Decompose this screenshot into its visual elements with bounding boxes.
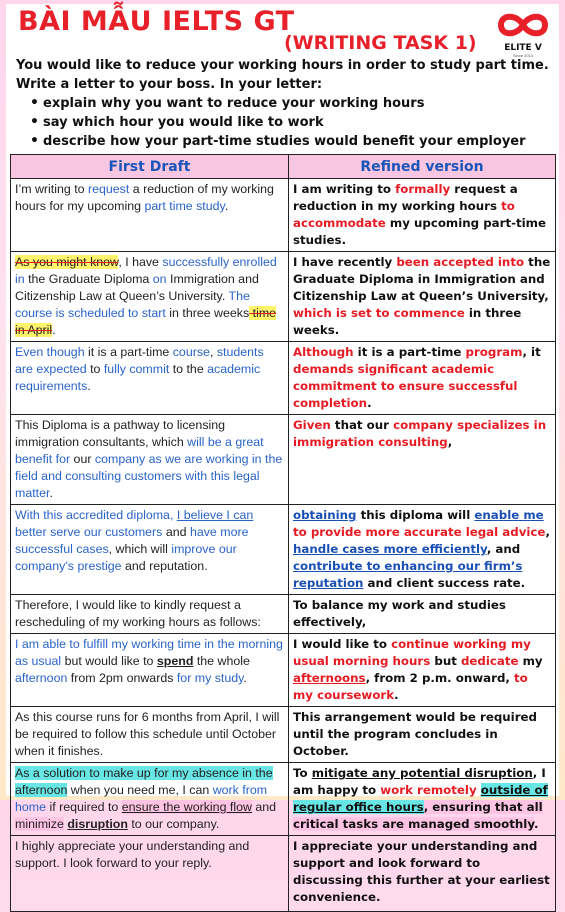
table-row [11,252,556,342]
text-segment: I believe I can [176,508,254,522]
text-segment: To [293,766,312,780]
text-segment: As this course runs for 6 months from April, I will be required to follow this schedule until October when it finishes. [15,710,280,758]
comparison-table [10,154,556,912]
text-segment: which is set to commence [293,306,465,320]
text-segment: request a reduction in my working hours [293,182,518,213]
prompt-bullet: • say which hour you would like to work [30,113,551,132]
text-segment: . [224,199,229,213]
text-segment: . [394,688,399,702]
text-segment: afternoons [293,671,366,685]
text-segment: and [251,800,277,814]
text-segment: Given [293,418,331,432]
text-segment: students are expected [15,345,264,376]
text-segment: time in April [15,306,277,337]
text-segment: to my coursework [293,671,528,702]
text-segment: , which will [108,542,172,556]
text-segment: to the [169,362,208,376]
text-segment: I highly appreciate your understanding and support. I look forward to your reply. [15,839,250,870]
prompt-bullets [30,94,551,151]
text-segment: but would like to [61,654,157,668]
text-segment: I have recently [293,255,397,269]
text-segment: I would like to [293,637,392,651]
text-segment: work remotely [380,783,477,797]
text-segment: course [172,345,210,359]
brand-logo [493,10,553,60]
table-row [11,342,556,415]
text-segment: and client success rate. [363,576,526,590]
text-segment: continue working my usual morning hours [293,637,531,668]
text-segment: academic requirements [15,362,261,393]
text-segment: Immigration and Citizenship Law at Queen’s University. [15,272,259,303]
refined-version-cell [289,505,556,595]
page-sheet [6,4,559,904]
first-draft-cell [11,415,289,505]
table-row [11,763,556,836]
text-segment: , and [486,542,521,556]
text-segment: from 2pm onwards [67,671,177,685]
text-segment: it is a part-time [84,345,173,359]
table-row [11,505,556,595]
first-draft-cell [11,836,289,912]
text-segment: in three weeks [165,306,250,320]
table-header-row [11,155,556,179]
text-segment: Although [293,345,354,359]
refined-version-cell [289,415,556,505]
text-segment: my [518,654,543,668]
column-header-refined-version: Refined version [289,155,556,179]
first-draft-cell [11,505,289,595]
column-header-first-draft: First Draft [11,155,289,179]
text-segment: program [465,345,523,359]
text-segment: fully commit [103,362,170,376]
first-draft-cell [11,252,289,342]
brand-name: ELITE V [504,43,542,53]
text-segment: outside of regular office hours [293,783,548,814]
text-segment: dedicate [460,654,519,668]
text-segment: when you need me, I can [67,783,213,797]
refined-version-cell [289,179,556,252]
text-segment: . [52,323,56,337]
first-draft-cell [11,595,289,634]
first-draft-cell [11,707,289,763]
text-segment: . [243,671,247,685]
text-segment: As a solution to make up for my absence in the afternoon [15,766,273,797]
text-segment: company specializes in immigration consulting [293,418,547,449]
text-segment: I am able to fulfill my working time in the morning as usual [15,637,283,668]
infinity-logo-icon [495,10,551,40]
first-draft-cell [11,634,289,707]
text-segment: in three weeks. [293,306,522,337]
prompt-line-1: You would like to reduce your working hours in order to study part time. [16,58,549,73]
text-segment: . [87,379,91,393]
refined-version-cell [289,836,556,912]
text-segment: contribute to enhancing our firm’s reputation [293,559,523,590]
text-segment: ensure the working flow [121,800,252,814]
table-row [11,836,556,912]
text-segment: part time study [144,199,225,213]
text-segment: , it [522,345,541,359]
page-header [6,4,559,154]
text-segment: enable me [474,508,544,522]
text-segment: been accepted into [396,255,525,269]
text-segment: the whole [193,654,250,668]
text-segment: handle cases more efficiently [293,542,487,556]
first-draft-cell [11,342,289,415]
prompt-bullet: • explain why you want to reduce your working hours [30,94,551,113]
refined-version-cell [289,634,556,707]
table-row [11,634,556,707]
text-segment: Therefore, I would like to kindly request a rescheduling of my working hours as follows: [15,598,261,629]
text-segment: successfully enrolled in [15,255,277,286]
text-segment: improve our company’s prestige [15,542,237,573]
text-segment: . [533,817,539,831]
first-draft-cell [11,763,289,836]
table-row [11,707,556,763]
text-segment: company as we are working in the field and consulting customers with this legal matter [15,452,283,500]
text-segment: , [447,435,453,449]
text-segment: With this accredited diploma, [15,508,177,522]
text-segment: spend [156,654,194,668]
text-segment: a reduction of my working hours for my upcoming [15,182,274,213]
refined-version-cell [289,252,556,342]
text-segment: This arrangement would be required until the program concludes in October. [293,710,537,758]
text-segment: to provide more accurate legal advice [293,525,546,539]
text-segment: it is a part-time [353,345,466,359]
brand-since: Since 2013 [512,53,533,58]
text-segment: have more successful cases [15,525,249,556]
text-segment: As you might know [15,255,119,269]
text-segment: I’m writing to [15,182,88,196]
text-segment: to ensure successful completion [293,379,518,410]
text-segment: to our company. [127,817,220,831]
table-row [11,595,556,634]
text-segment: our [70,452,95,466]
table-row [11,415,556,505]
text-segment: the Graduate Diploma in Immigration and Citizenship Law at Queen’s University, [293,255,551,303]
text-segment: disruption [67,817,128,831]
table-row [11,179,556,252]
text-segment: will be a great benefit for [15,435,264,466]
text-segment: but [430,654,461,668]
refined-version-cell [289,707,556,763]
text-segment: that our [330,418,394,432]
refined-version-cell [289,342,556,415]
text-segment: better serve our customers [15,525,163,539]
text-segment: request [87,182,130,196]
text-segment: , I have [118,255,163,269]
text-segment: , [545,525,550,539]
text-segment: , from 2 p.m. onward, [365,671,514,685]
text-segment: and [162,525,190,539]
prompt-bullet: • describe how your part-time studies would benefit your employer [30,132,551,151]
text-segment: to [86,362,104,376]
text-segment: I appreciate your understanding and support and look forward to discussing this further at your earliest convenience. [293,839,550,904]
text-segment: minimize [15,817,64,831]
text-segment: obtaining [293,508,357,522]
text-segment: work from home [15,783,268,814]
text-segment: on [152,272,167,286]
page-title: BÀI MẪU IELTS GT [18,6,295,37]
text-segment: this diploma will [356,508,475,522]
text-segment: and reputation. [121,559,208,573]
text-segment: This Diploma is a pathway to licensing immigration consultants, which [15,418,226,449]
text-segment: demands significant academic commitment [293,362,495,393]
text-segment: to accommodate [293,199,515,230]
text-segment: the Graduate Diploma [24,272,153,286]
text-segment: , ensuring that all critical tasks are managed smoothly [293,800,543,831]
first-draft-cell [11,179,289,252]
text-segment: if required to [46,800,122,814]
page-subtitle: (WRITING TASK 1) [284,32,477,54]
text-segment: formally [395,182,451,196]
refined-version-cell [289,595,556,634]
text-segment: afternoon [15,671,68,685]
text-segment: for my study [176,671,244,685]
table-body [11,179,556,912]
task-prompt [16,56,551,151]
text-segment: , I am happy to [293,766,546,797]
text-segment: The course is scheduled to start [15,289,250,320]
text-segment: my upcoming part-time studies. [293,216,546,247]
text-segment: Even though [15,345,85,359]
prompt-line-2: Write a letter to your boss. In your letter: [16,77,323,92]
text-segment: mitigate any potential disruption [311,766,533,780]
text-segment: To balance my work and studies effectively, [293,598,506,629]
text-segment: , [209,345,217,359]
text-segment: I am writing to [293,182,396,196]
text-segment: . [49,486,53,500]
text-segment: . [367,396,372,410]
refined-version-cell [289,763,556,836]
